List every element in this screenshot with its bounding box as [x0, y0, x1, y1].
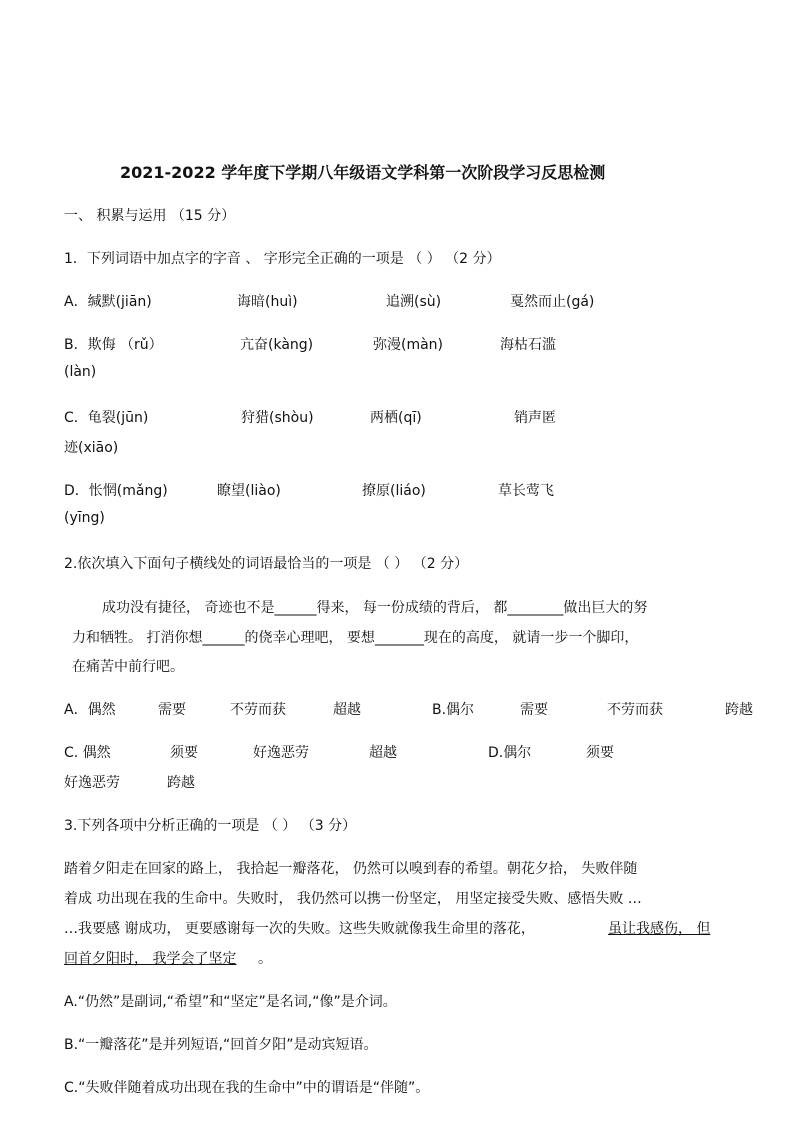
q1-option-d-5: (yīng) [64, 510, 105, 526]
q1-option-d-1: D．怅惘(mǎng) [64, 483, 168, 499]
q2-option-d-4: 跨越 [167, 775, 195, 791]
q2-option-a-3: 不劳而获 [230, 702, 286, 718]
q1-option-c-2: 狩猎(shòu) [241, 410, 314, 426]
q1-option-a-3: 追溯(sù) [386, 294, 442, 310]
q2-option-b-1: B.偶尔 [432, 702, 475, 718]
q2-option-d-2: 须要 [586, 745, 614, 761]
q1-option-b-5: (làn) [64, 364, 97, 380]
q2-option-c-1: C. 偶然 [64, 745, 111, 761]
q3-stem: 3.下列各项中分析正确的一项是 （ ） （3 分） [64, 818, 357, 834]
q2-option-c-4: 超越 [369, 745, 397, 761]
q2-option-b-3: 不劳而获 [607, 702, 663, 718]
q1-option-c-3: 两栖(qī) [370, 410, 422, 426]
q2-option-d-3: 好逸恶劳 [64, 775, 120, 791]
q1-option-b-2: 亢奋(kàng) [240, 337, 314, 353]
q2-option-a-2: 需要 [158, 702, 186, 718]
q1-option-d-3: 撩原(liáo) [362, 483, 426, 499]
q1-option-a-4: 戛然而止(gá) [510, 294, 595, 310]
q2-option-b-2: 需要 [520, 702, 548, 718]
q1-option-c-1: C．龟裂(jūn) [64, 410, 149, 426]
q1-option-c-4: 销声匿 [514, 410, 556, 426]
q1-option-b-4: 海枯石滥 [500, 337, 556, 353]
q2-option-d-1: D.偶尔 [488, 745, 532, 761]
q2-passage-line-1: 成功没有捷径， 奇迹也不是______得来， 每一份成绩的背后， 都________做出巨大的努 [102, 600, 648, 616]
q3-option-b: B.“一瓣落花”是并列短语,“回首夕阳”是动宾短语。 [64, 1037, 378, 1053]
q3-option-a: A.“仍然”是副词,“希望”和“坚定”是名词,“像”是介词。 [64, 994, 397, 1010]
q1-stem: 1．下列词语中加点字的字音 、 字形完全正确的一项是 （ ） （2 分） [64, 251, 501, 267]
q3-passage-underlined-2: 回首夕阳时， 我学会了坚定 [64, 951, 237, 967]
q1-option-a-2: 诲暗(huì) [237, 294, 298, 310]
q1-option-b-3: 弥漫(màn) [373, 337, 444, 353]
q2-option-a-4: 超越 [333, 702, 361, 718]
q2-passage-line-3: 在痛苦中前行吧。 [72, 659, 184, 675]
q2-option-c-2: 须要 [170, 745, 198, 761]
q3-passage-end: 。 [258, 951, 272, 967]
q2-option-b-4: 跨越 [725, 702, 753, 718]
q3-passage-line-3: …我要感 谢成功， 更要感谢每一次的失败。这些失败就像我生命里的落花， [64, 921, 535, 937]
q2-stem: 2.依次填入下面句子横线处的词语最恰当的一项是 （ ） （2 分） [64, 556, 469, 572]
q1-option-d-4: 草长莺飞 [498, 483, 554, 499]
q3-option-c: C.“失败伴随着成功出现在我的生命中”中的谓语是“伴随”。 [64, 1080, 430, 1096]
q1-option-b-1: B．欺侮 （rǔ） [64, 337, 163, 353]
q3-passage-underlined-1: 虽让我感伤， 但 [608, 921, 711, 937]
q2-option-a-1: A．偶然 [64, 702, 116, 718]
q3-passage-line-1: 踏着夕阳走在回家的路上， 我拾起一瓣落花， 仍然可以嗅到春的希望。朝花夕拾， 失败伴随 [64, 861, 638, 877]
q1-option-d-2: 瞭望(liào) [217, 483, 281, 499]
page-title: 2021-2022 学年度下学期八年级语文学科第一次阶段学习反思检测 [120, 163, 606, 182]
q2-option-c-3: 好逸恶劳 [253, 745, 309, 761]
q1-option-c-5: 迹(xiāo) [64, 440, 119, 456]
q1-option-a-1: A．缄默(jiān) [64, 294, 152, 310]
section-heading: 一、 积累与运用 （15 分） [64, 208, 236, 224]
q2-passage-line-2: 力和牺牲。 打消你想______的侥幸心理吧， 要想_______现在的高度， 就请一步一个脚印， [72, 630, 639, 646]
q3-passage-line-2: 着成 功出现在我的生命中。失败时， 我仍然可以携一份坚定， 用坚定接受失败、感悟失败 … [64, 891, 642, 907]
